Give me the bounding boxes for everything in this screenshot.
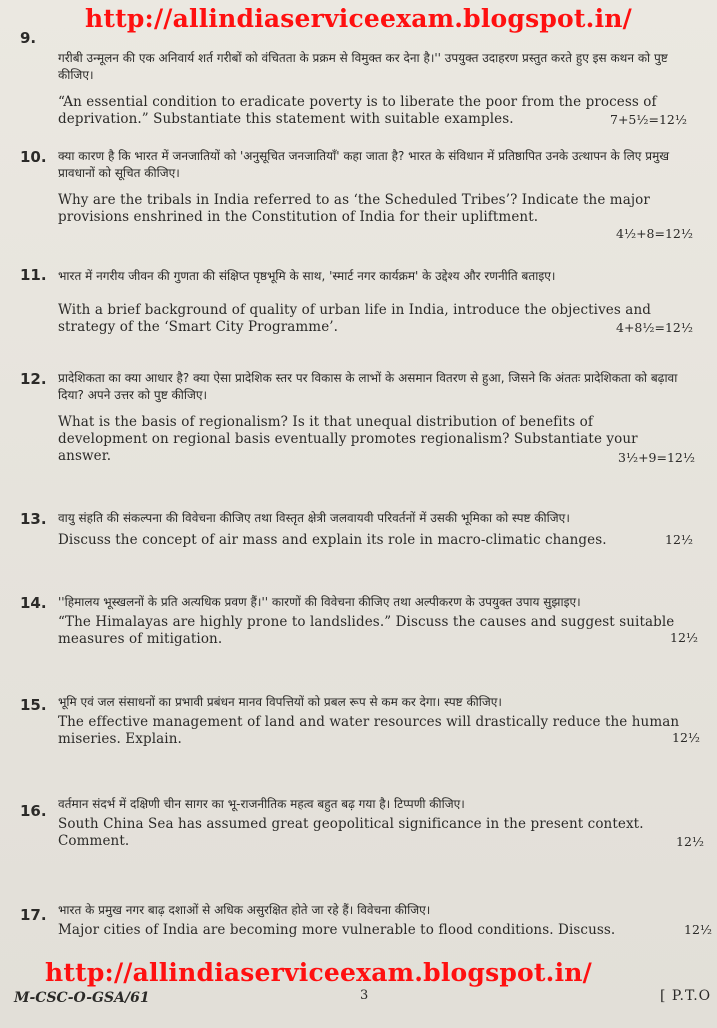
question-number: 14. (20, 594, 47, 612)
question-hindi-text: ''हिमालय भूस्खलनों के प्रति अत्यधिक प्रवण हैं।'' कारणों की विवेचना कीजिए तथा अल्पीकरण के उपयुक्त उपाय सुझाइए। (58, 595, 581, 609)
question-english-text: Discuss the concept of air mass and explain its role in macro-climatic changes. (58, 532, 607, 548)
question-hindi-text: भूमि एवं जल संसाधनों का प्रभावी प्रबंधन मानव विपत्तियों को प्रबल रूप से कम कर देगा। स्पष्ट कीजिए। (58, 695, 502, 709)
question-15 (20, 692, 700, 754)
question-14 (20, 592, 700, 654)
question-marks: 12½ (665, 532, 694, 547)
question-english-text: Why are the tribals in India referred to as ‘the Scheduled Tribes’? Indicate the major provisions enshrined in the Constitution of India for their upliftment. (58, 192, 650, 225)
question-number: 13. (20, 510, 47, 528)
question-marks: 4½+8=12½ (616, 226, 693, 241)
question-marks: 12½ (672, 730, 701, 745)
question-english-text: Major cities of India are becoming more vulnerable to flood conditions. Discuss. (58, 922, 616, 938)
paper-code: M-CSC-O-GSA/61 (14, 990, 150, 1006)
question-16 (20, 796, 705, 858)
question-marks: 12½ (670, 630, 699, 645)
question-english-text: The effective management of land and water resources will drastically reduce the human miseries. Explain. (58, 714, 680, 747)
question-english-text: With a brief background of quality of urban life in India, introduce the objectives and strategy of the ‘Smart City Programme’. (58, 302, 651, 335)
question-9 (20, 26, 700, 134)
question-hindi-text: भारत में नगरीय जीवन की गुणता की संक्षिप्त पृष्ठभूमि के साथ, 'स्मार्ट नगर कार्यक्रम' के उद्देश्य और रणनीति बताइए। (58, 269, 556, 283)
question-13 (20, 508, 700, 558)
question-marks: 4+8½=12½ (616, 320, 693, 335)
question-number: 16. (20, 802, 47, 820)
question-marks: 7+5½=12½ (610, 112, 687, 127)
question-hindi-text: क्या कारण है कि भारत में जनजातियों को 'अनुसूचित जनजातियाँ' कहा जाता है? भारत के संविधान में प्रतिष्ठापित उनके उत्थापन के लिए प्रमुख प्रावधानों को सूचित कीजिए। (58, 149, 670, 180)
question-marks: 12½ (676, 834, 705, 849)
question-11 (20, 266, 700, 346)
question-number: 15. (20, 696, 47, 714)
question-hindi-text: गरीबी उन्मूलन की एक अनिवार्य शर्त गरीबों को वंचितता के प्रक्रम से विमुक्त कर देना है।'' उपयुक्त उदाहरण प्रस्तुत करते हुए इस कथन को पुष्ट कीजिए। (58, 51, 668, 82)
please-turn-over: [ P.T.O (660, 988, 712, 1004)
watermark-url-bottom: http://allindiaserviceexam.blogspot.in/ (45, 958, 592, 987)
question-hindi-text: भारत के प्रमुख नगर बाढ़ दशाओं से अधिक असुरक्षित होते जा रहे हैं। विवेचना कीजिए। (58, 903, 431, 917)
question-marks: 3½+9=12½ (618, 450, 695, 465)
question-number: 9. (20, 29, 37, 47)
question-10 (20, 148, 700, 248)
page-number: 3 (360, 988, 369, 1003)
question-12 (20, 368, 700, 468)
question-hindi-text: वर्तमान संदर्भ में दक्षिणी चीन सागर का भू-राजनीतिक महत्व बहुत बढ़ गया है। टिप्पणी कीजिए। (58, 797, 465, 811)
question-number: 10. (20, 148, 47, 166)
question-number: 12. (20, 370, 47, 388)
watermark-url-top: http://allindiaserviceexam.blogspot.in/ (85, 4, 632, 33)
question-hindi-text: वायु संहति की संकल्पना की विवेचना कीजिए तथा विस्तृत क्षेत्री जलवायवी परिवर्तनों में उसकी भूमिका को स्पष्ट कीजिए। (58, 511, 570, 525)
question-17 (20, 902, 713, 946)
question-english-text: What is the basis of regionalism? Is it that unequal distribution of benefits of development on regional basis eventually promotes regionalism? Substantiate your answer. (58, 414, 638, 464)
question-number: 17. (20, 906, 47, 924)
question-marks: 12½ (684, 922, 713, 937)
question-english-text: “The Himalayas are highly prone to landslides.” Discuss the causes and suggest suitable measures of mitigation. (58, 614, 675, 647)
question-hindi-text: प्रादेशिकता का क्या आधार है? क्या ऐसा प्रादेशिक स्तर पर विकास के लाभों के असमान वितरण से हुआ, जिसने कि अंततः प्रादेशिकता को बढ़ावा दिया? अपने उत्तर को पुष्ट कीजिए। (58, 371, 678, 402)
question-english-text: “An essential condition to eradicate poverty is to liberate the poor from the process of deprivation.” Substantiate this statement with suitable examples. (58, 94, 657, 127)
question-english-text: South China Sea has assumed great geopolitical significance in the present context. Comment. (58, 816, 644, 849)
question-number: 11. (20, 266, 47, 284)
